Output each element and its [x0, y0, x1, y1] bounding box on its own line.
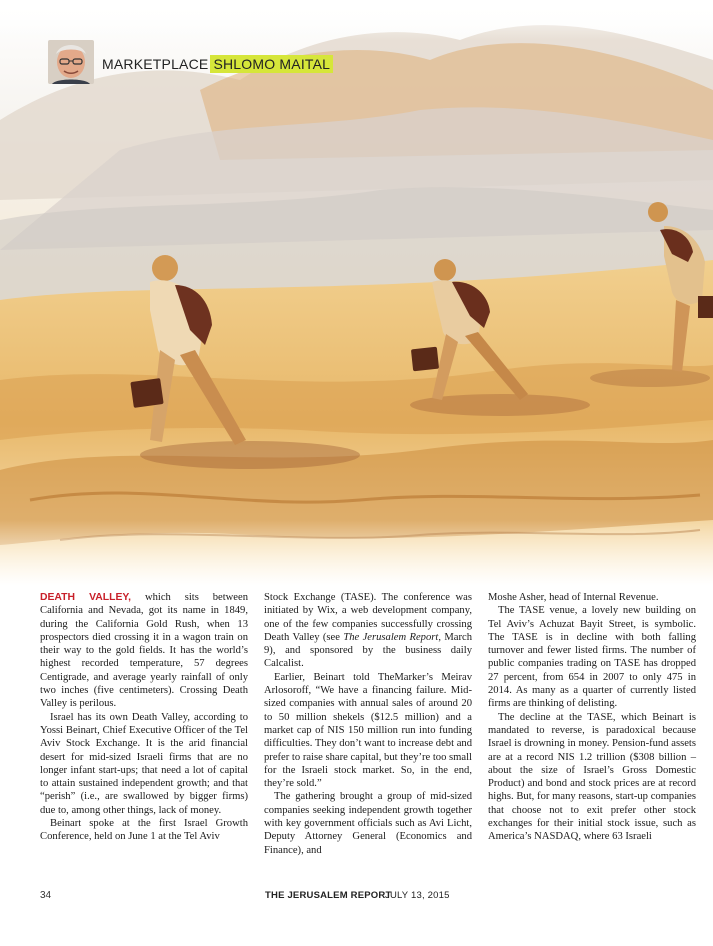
paragraph: Earlier, Beinart told TheMarker’s Meirav Arlosoroff, “We have a financing failure. Mid-sized companies with annual sales of around 20 to 50 million shekels ($12.5 million) and a market cap of NIS 150 million run into funding difficulties. They don’t want to increase debt and prefer to raise share capital, but they’re too small for the Israeli stock market. So, in the end, they’re sold.”: [264, 671, 472, 790]
paragraph: The TASE venue, a lovely new building on Tel Aviv’s Achuzat Bayit Street, is symbolic. The TASE is in decline with both falling turnover and fewer listed firms. The number of public companies trading on TASE has dropped 27 percent, from 654 in 2007 to only 475 in 2014. As many as a quarter of currently listed firms are thinking of delisting.: [488, 605, 696, 710]
paragraph: Israel has its own Death Valley, according to Yossi Beinart, Chief Executive Officer of the Tel Aviv Stock Exchange. It is the arid financial desert for mid-sized Israeli firms that are no longer infant start-ups; that need a lot of capital to attain sustained independent growth; and that “perish” (i.e., are swallowed by bigger firms) due to, among other things, lack of money.: [40, 711, 248, 816]
article-column-2: [264, 591, 472, 881]
publication-reference: The Jerusalem Report: [343, 631, 439, 643]
paragraph-text: Stock Exchange (TASE). The conference was initiated by Wix, a web development company, one of the few companies successfully crossing Death Valley (see: [264, 592, 472, 643]
article-column-1: [40, 591, 248, 881]
page-number: 34: [40, 890, 52, 901]
paragraph: The gathering brought a group of mid-sized companies seeking independent growth together with key government officials such as Avi Licht, Deputy Attorney General (Economics and Finance), and: [264, 791, 472, 856]
author-byline: SHLOMO MAITAL: [210, 55, 333, 73]
paragraph: The decline at the TASE, which Beinart is mandated to reverse, is paradoxical because Israel is drowning in money. Pension-fund assets are at a record NIS 1.2 trillion ($308 billion – about the size of Israel’s Gross Domestic Product) and bond and stock prices are at record highs. But, for many reasons, start-up companies that choose not to exit prefer other stock exchanges for their initial stock issue, such as America’s NASDAQ, where 63 Israeli: [488, 711, 696, 843]
article-body: [40, 591, 696, 881]
paragraph: [40, 591, 248, 711]
paragraph-text: , March 9), and sponsored by the business daily Calcalist.: [264, 631, 472, 670]
article-column-3: [488, 591, 696, 881]
paragraph: [264, 591, 472, 671]
paragraph-text: which sits between California and Nevada, got its name in 1849, during the California Gold Rush, when 13 prospectors died crossing it in a wagon train on their way to the gold fields. It has the world’s highest recorded temperature, 57 degrees Centigrade, and average yearly rainfall of only two inches (five centimeters). Crossing Death Valley is perilous.: [40, 592, 248, 710]
paragraph: Moshe Asher, head of Internal Revenue.: [488, 592, 659, 603]
column-header: [48, 40, 333, 84]
issue-date: JULY 13, 2015: [385, 890, 450, 901]
lead-in: DEATH VALLEY,: [40, 592, 132, 603]
author-headshot: [48, 40, 94, 84]
section-label: MARKETPLACE: [102, 56, 209, 72]
paragraph: Beinart spoke at the first Israel Growth Conference, held on June 1 at the Tel Aviv: [40, 818, 248, 843]
publication-name: THE JERUSALEM REPORT: [265, 890, 392, 901]
page-footer: [40, 890, 680, 904]
